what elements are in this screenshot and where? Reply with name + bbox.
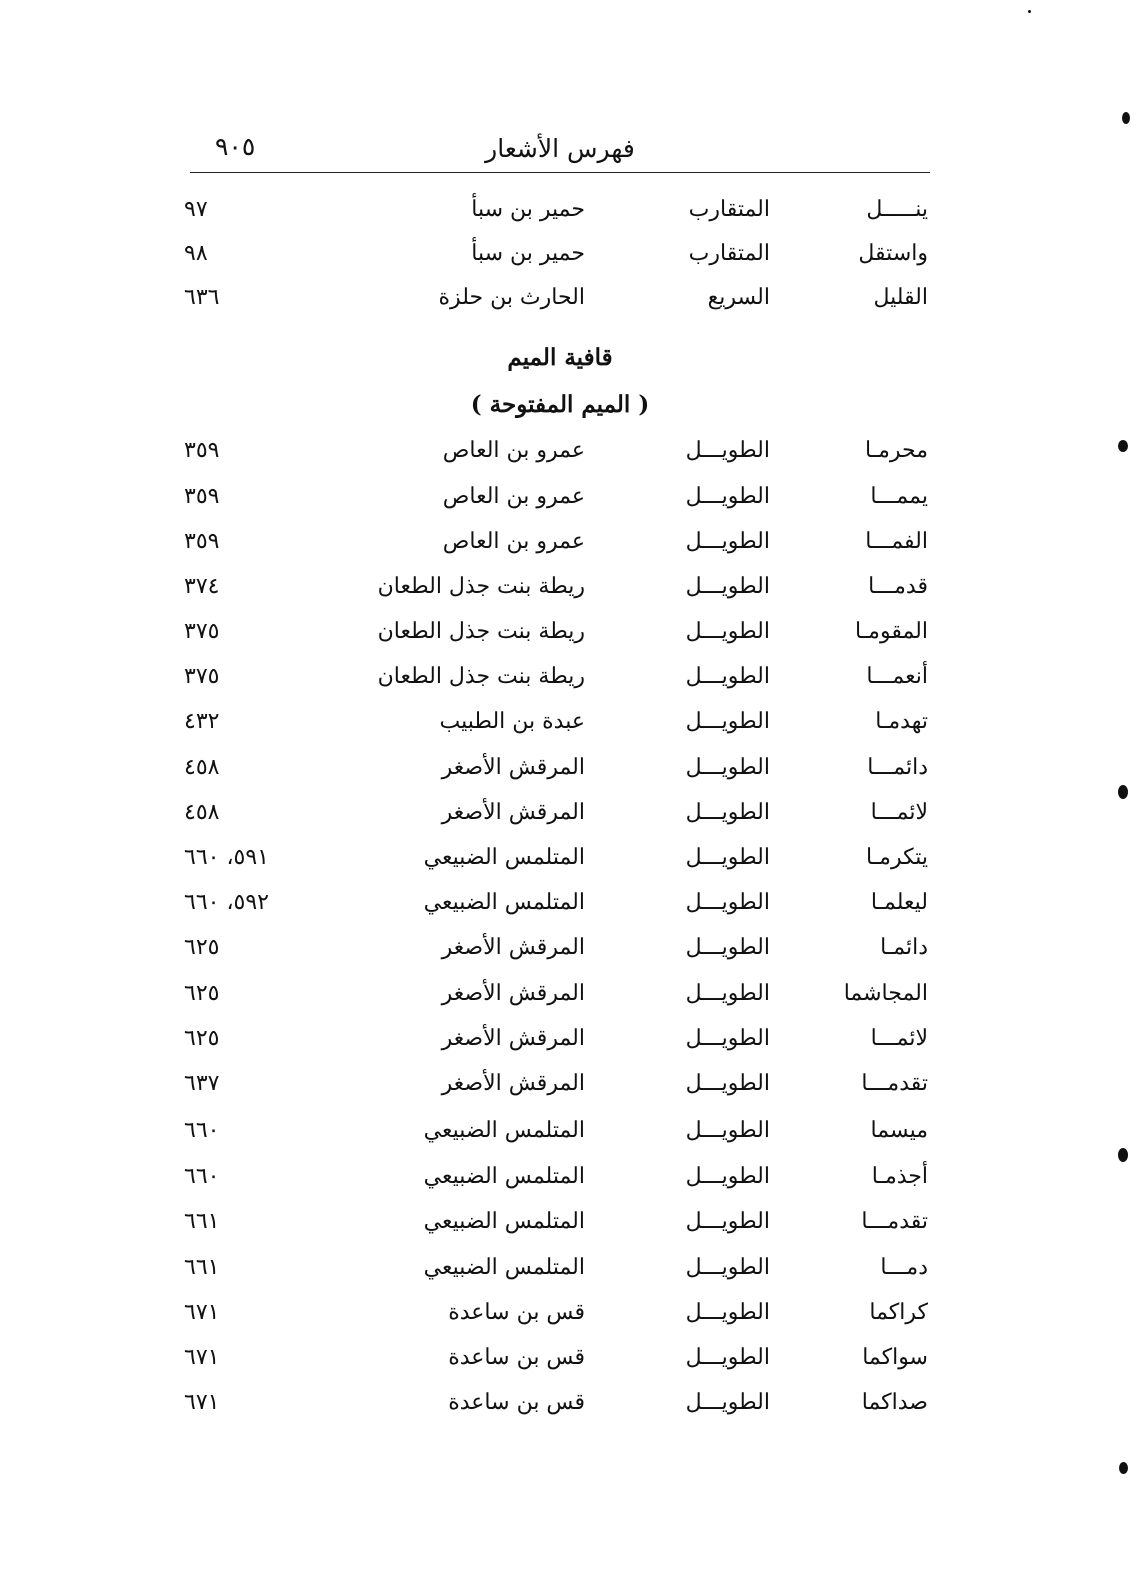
- page-ref: ٤٥٨: [184, 755, 220, 780]
- meter: الطويـــل: [685, 664, 770, 689]
- index-row: [180, 197, 940, 237]
- index-row: [180, 709, 940, 749]
- poet-name: عمرو بن العاص: [442, 438, 585, 463]
- index-row: [180, 574, 940, 614]
- meter: الطويـــل: [685, 1300, 770, 1325]
- page-title: فهرس الأشعار: [485, 134, 635, 163]
- page-ref: ٣٥٩: [184, 484, 220, 509]
- poet-name: عمرو بن العاص: [442, 484, 585, 509]
- index-row: [180, 1026, 940, 1066]
- rhyme-word: المقومـا: [855, 619, 928, 644]
- rhyme-word: تقدمـــا: [861, 1209, 928, 1234]
- meter: الطويـــل: [685, 1345, 770, 1370]
- poet-name: المرقش الأصغر: [441, 1026, 585, 1051]
- index-row: [180, 1209, 940, 1249]
- index-row: [180, 1071, 940, 1111]
- meter: الطويـــل: [685, 755, 770, 780]
- page-ref: ٦٣٦: [184, 285, 220, 310]
- poet-name: قس بن ساعدة: [448, 1345, 585, 1370]
- rhyme-word: ميسما: [870, 1118, 928, 1143]
- meter: الطويـــل: [685, 1026, 770, 1051]
- page-ref: ٦٦١: [184, 1255, 220, 1280]
- page-ref: ٦٣٧: [184, 1071, 220, 1096]
- page-ref: ٣٥٩: [184, 529, 220, 554]
- meter: الطويـــل: [685, 981, 770, 1006]
- meter: الطويـــل: [685, 529, 770, 554]
- rhyme-word: الفمـــا: [865, 529, 928, 554]
- rhyme-word: ليعلمـا: [870, 890, 928, 915]
- rhyme-word: لائمـــا: [870, 800, 928, 825]
- page-ref: ٦٦١: [184, 1209, 220, 1234]
- index-row: [180, 664, 940, 704]
- poet-name: المتلمس الضبيعي: [423, 1255, 585, 1280]
- rhyme-word: دائمـا: [880, 935, 928, 960]
- index-row: [180, 755, 940, 795]
- subsection-heading: ( الميم المفتوحة ): [470, 391, 650, 418]
- index-row: [180, 529, 940, 569]
- rhyme-word: دمـــا: [880, 1255, 928, 1280]
- meter: الطويـــل: [685, 800, 770, 825]
- page-ref: ٩٨: [184, 241, 208, 266]
- scan-speck: [1118, 1148, 1128, 1162]
- index-row: [180, 845, 940, 885]
- rhyme-word: تهدمـا: [875, 709, 928, 734]
- poet-name: المتلمس الضبيعي: [423, 890, 585, 915]
- scan-speck: [1119, 1462, 1128, 1474]
- page-number: ٩٠٥: [215, 132, 256, 161]
- rhyme-word: قدمـــا: [868, 574, 928, 599]
- page-ref: ٩٧: [184, 197, 208, 222]
- poet-name: ريطة بنت جذل الطعان: [377, 619, 585, 644]
- scan-speck: [1118, 785, 1128, 799]
- meter: الطويـــل: [685, 1255, 770, 1280]
- page-ref: ٦٢٥: [184, 935, 220, 960]
- meter: الطويـــل: [685, 709, 770, 734]
- rhyme-word: واستقل: [858, 241, 928, 266]
- index-row: [180, 1255, 940, 1295]
- poet-name: المرقش الأصغر: [441, 755, 585, 780]
- page-ref: ٥٩٢، ٦٦٠: [184, 890, 269, 915]
- page-ref: ٦٦٠: [184, 1164, 220, 1189]
- meter: الطويـــل: [685, 574, 770, 599]
- meter: الطويـــل: [685, 484, 770, 509]
- meter: الطويـــل: [685, 1209, 770, 1234]
- meter: الطويـــل: [685, 845, 770, 870]
- meter: المتقارب: [688, 197, 770, 222]
- meter: الطويـــل: [685, 619, 770, 644]
- page-ref: ٦٦٠: [184, 1118, 220, 1143]
- page-ref: ٣٧٥: [184, 664, 220, 689]
- poet-name: المتلمس الضبيعي: [423, 1118, 585, 1143]
- poet-name: المتلمس الضبيعي: [423, 845, 585, 870]
- poet-name: قس بن ساعدة: [448, 1300, 585, 1325]
- page-ref: ٥٩١، ٦٦٠: [184, 845, 269, 870]
- rhyme-word: محرمـا: [864, 438, 928, 463]
- page-ref: ٦٧١: [184, 1390, 220, 1415]
- poet-name: عمرو بن العاص: [442, 529, 585, 554]
- page-ref: ٣٧٤: [184, 574, 220, 599]
- meter: الطويـــل: [685, 935, 770, 960]
- scan-speck: [1118, 440, 1128, 452]
- page-ref: ٦٧١: [184, 1300, 220, 1325]
- poet-name: المرقش الأصغر: [441, 935, 585, 960]
- scan-speck: [1028, 10, 1031, 13]
- poet-name: الحارث بن حلزة: [438, 285, 585, 310]
- meter: الطويـــل: [685, 1390, 770, 1415]
- rhyme-word: المجاشما: [843, 981, 928, 1006]
- index-row: [180, 1390, 940, 1430]
- meter: السريع: [707, 285, 770, 310]
- meter: المتقارب: [688, 241, 770, 266]
- index-row: [180, 1345, 940, 1385]
- index-row: [180, 1164, 940, 1204]
- page-ref: ٣٧٥: [184, 619, 220, 644]
- rhyme-word: يممـــا: [870, 484, 928, 509]
- index-row: [180, 619, 940, 659]
- scan-speck: [1122, 112, 1130, 124]
- rhyme-word: دائمـــا: [867, 755, 928, 780]
- poet-name: المرقش الأصغر: [441, 800, 585, 825]
- index-row: [180, 285, 940, 325]
- index-row: [180, 890, 940, 930]
- page-ref: ٦٢٥: [184, 1026, 220, 1051]
- page-ref: ٦٢٥: [184, 981, 220, 1006]
- page-header: [190, 128, 930, 173]
- poet-name: ريطة بنت جذل الطعان: [377, 574, 585, 599]
- poet-name: المتلمس الضبيعي: [423, 1209, 585, 1234]
- rhyme-word: سواكما: [862, 1345, 928, 1370]
- page-ref: ٤٥٨: [184, 800, 220, 825]
- rhyme-word: تقدمـــا: [861, 1071, 928, 1096]
- index-row: [180, 484, 940, 524]
- rhyme-word: كراكما: [869, 1300, 928, 1325]
- poet-name: المرقش الأصغر: [441, 1071, 585, 1096]
- poet-name: المتلمس الضبيعي: [423, 1164, 585, 1189]
- section-heading: قافية الميم: [507, 344, 613, 371]
- meter: الطويـــل: [685, 438, 770, 463]
- rhyme-word: أنعمـــا: [866, 664, 928, 689]
- meter: الطويـــل: [685, 1164, 770, 1189]
- meter: الطويـــل: [685, 890, 770, 915]
- page-ref: ٦٧١: [184, 1345, 220, 1370]
- meter: الطويـــل: [685, 1118, 770, 1143]
- rhyme-word: أجذمـا: [871, 1164, 928, 1189]
- poet-name: حمير بن سبأ: [471, 197, 585, 222]
- index-row: [180, 241, 940, 281]
- poet-name: ريطة بنت جذل الطعان: [377, 664, 585, 689]
- rhyme-word: يتكرمـا: [866, 845, 928, 870]
- index-row: [180, 981, 940, 1021]
- poet-name: المرقش الأصغر: [441, 981, 585, 1006]
- meter: الطويـــل: [685, 1071, 770, 1096]
- rhyme-word: ينـــــل: [866, 197, 928, 222]
- index-row: [180, 1118, 940, 1158]
- rhyme-word: صداكما: [861, 1390, 928, 1415]
- page-ref: ٤٣٢: [184, 709, 220, 734]
- index-row: [180, 438, 940, 478]
- index-row: [180, 800, 940, 840]
- poet-name: حمير بن سبأ: [471, 241, 585, 266]
- poet-name: عبدة بن الطبيب: [439, 709, 585, 734]
- rhyme-word: القليل: [873, 285, 928, 310]
- page-ref: ٣٥٩: [184, 438, 220, 463]
- index-row: [180, 1300, 940, 1340]
- rhyme-word: لائمـــا: [870, 1026, 928, 1051]
- poet-name: قس بن ساعدة: [448, 1390, 585, 1415]
- index-row: [180, 935, 940, 975]
